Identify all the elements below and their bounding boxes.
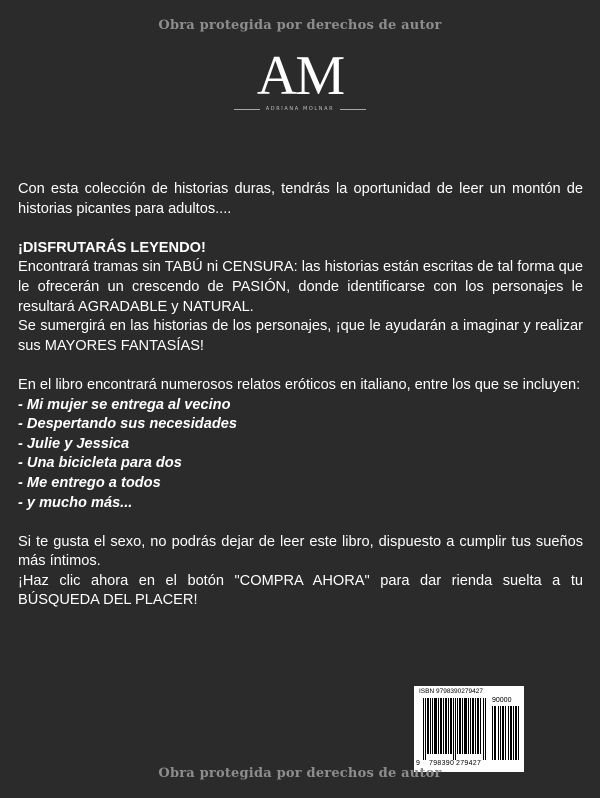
- back-cover-blurb: [18, 180, 583, 611]
- copyright-watermark-top: Obra protegida por derechos de autor: [158, 18, 442, 33]
- price-addon-bars: [492, 706, 520, 760]
- sexo-paragraph: Si te gusta el sexo, no podrás dejar de leer este libro, dispuesto a cumplir tus sueños más íntimos.: [18, 533, 583, 570]
- story-title: - y mucho más...: [18, 494, 133, 511]
- logo-divider-left: [234, 109, 260, 110]
- author-logo: [0, 45, 600, 112]
- logo-monogram: AM: [256, 45, 344, 107]
- story-title: - Julie y Jessica: [18, 435, 130, 452]
- sumergira-paragraph: Se sumergirá en las historias de los personajes, ¡que le ayudarán a imaginar y realizar sus MAYORES FANTASÍAS!: [18, 318, 583, 354]
- intro-paragraph: Con esta colección de historias duras, tendrás la oportunidad de leer un montón de historias picantes para adultos....: [18, 181, 583, 217]
- story-title: - Una bicicleta para dos: [18, 455, 182, 472]
- price-code: 90000: [492, 697, 512, 704]
- logo-author-name: ADRIANA MOLNAR: [265, 106, 335, 112]
- story-title: - Me entrego a todos: [18, 474, 161, 491]
- headline: ¡DISFRUTARÁS LEYENDO!: [18, 239, 206, 256]
- isbn-label: ISBN 9798390279427: [419, 688, 483, 695]
- logo-subtitle-row: [0, 106, 600, 112]
- barcode-digits-left: 798390: [429, 760, 455, 767]
- logo-divider-right: [340, 109, 366, 110]
- barcode-first-digit: 9: [416, 760, 420, 767]
- tramas-paragraph: Encontrará tramas sin TABÚ ni CENSURA: las historias están escritas de tal forma que le ofrecerán un crescendo de PASIÓN, donde identificarse con los personajes le resultará AGRADABLE y NATURAL.: [18, 259, 583, 315]
- isbn-barcode: [414, 686, 524, 772]
- call-to-action-paragraph: ¡Haz clic ahora en el botón "COMPRA AHORA" para dar rienda suelta a tu BÚSQUEDA DEL PLACER!: [18, 572, 583, 609]
- relatos-paragraph: En el libro encontrará numerosos relatos eróticos en italiano, entre los que se incluyen:: [18, 376, 581, 393]
- copyright-watermark-bottom: Obra protegida por derechos de autor: [158, 766, 442, 781]
- ean13-bars: [423, 698, 487, 760]
- story-title: - Despertando sus necesidades: [18, 416, 237, 433]
- barcode-digits-right: 279427: [456, 760, 482, 767]
- story-title: - Mi mujer se entrega al vecino: [18, 396, 231, 413]
